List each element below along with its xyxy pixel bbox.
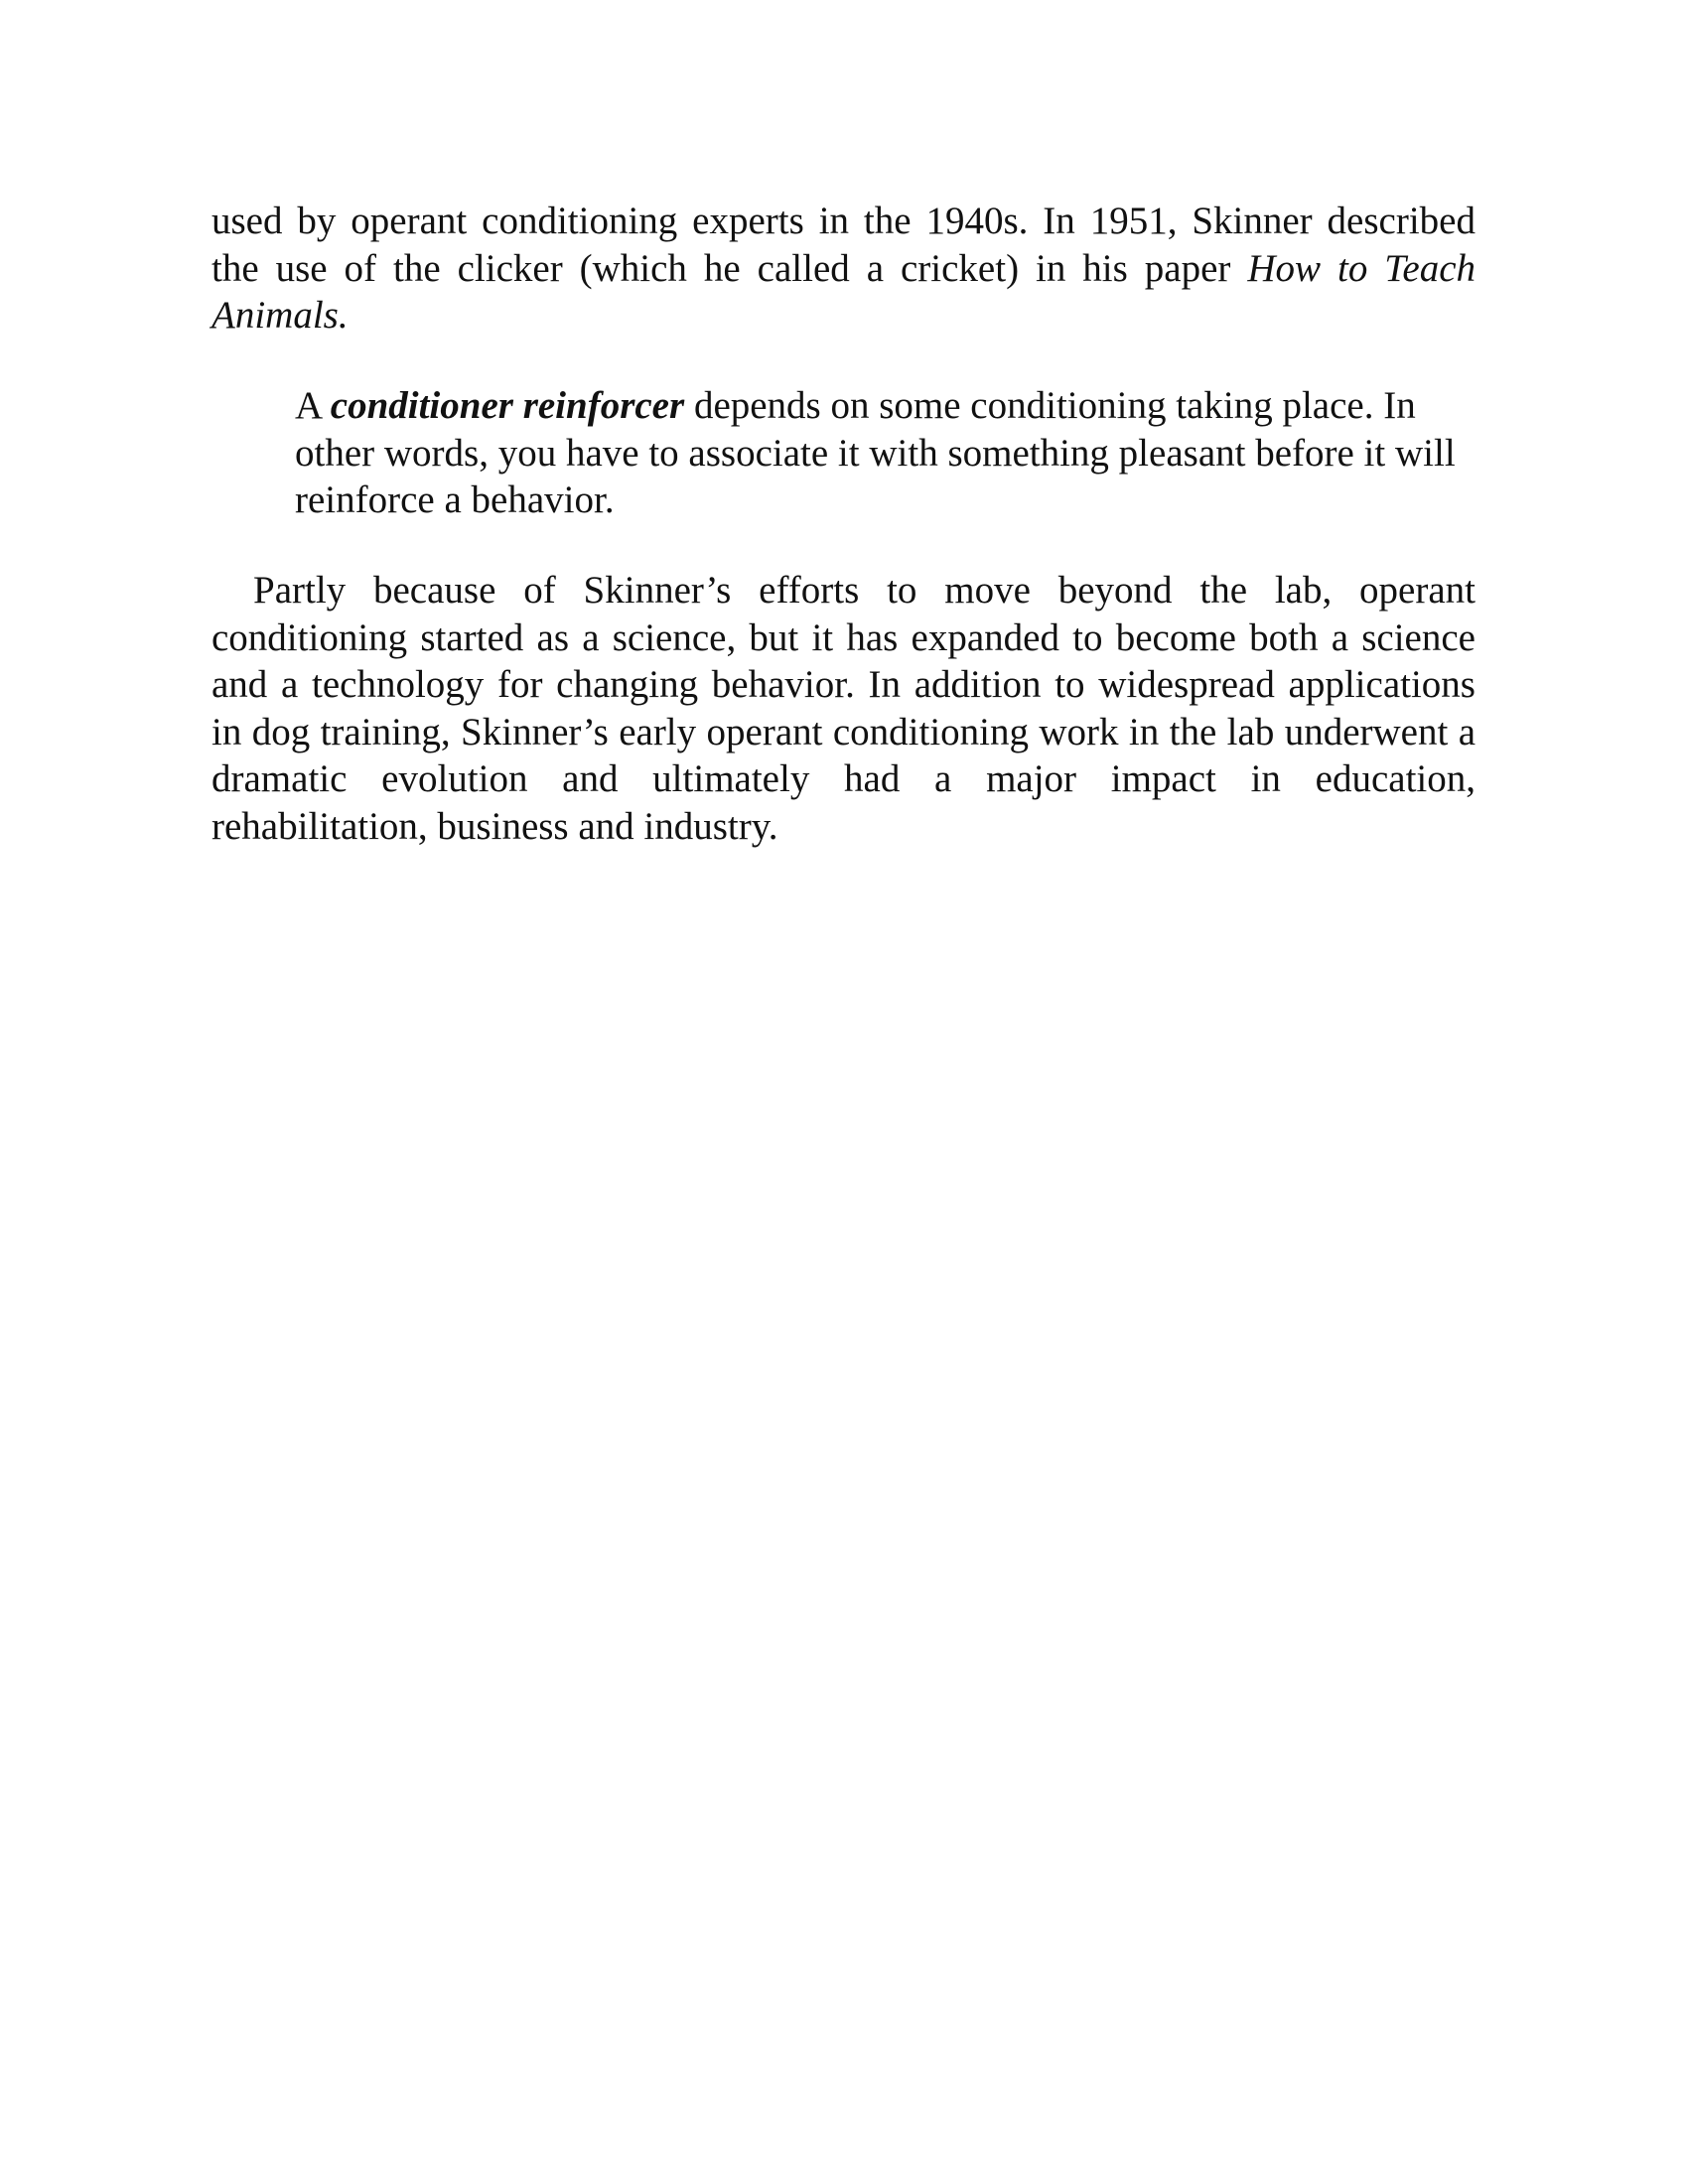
paragraph-clicker-history-text: used by operant conditioning experts in the 1940s. In 1951, Skinner described the use of the clicker (which he called a cricket) in his paper	[211, 200, 1476, 290]
definition-lead: A	[295, 384, 331, 427]
definition-block	[295, 382, 1476, 524]
paragraph-operant-expansion: Partly because of Skinner’s efforts to move beyond the lab, operant conditioning started as a science, but it has expanded to become both a science and a technology for changing behavior. In addition to widespread applications in dog training, Skinner’s early operant conditioning work in the lab underwent a dramatic evolution and ultimately had a major impact in education, rehabilitation, business and industry.	[211, 569, 1476, 848]
paper-title: How to Teach Animals.	[211, 246, 1476, 337]
definition-text: depends on some conditioning taking place. In other words, you have to associate it with something pleasant before it will reinforce a behavior.	[295, 384, 1456, 521]
definition-term: conditioner reinforcer	[330, 384, 685, 427]
paragraph-clicker-history	[211, 198, 1476, 340]
